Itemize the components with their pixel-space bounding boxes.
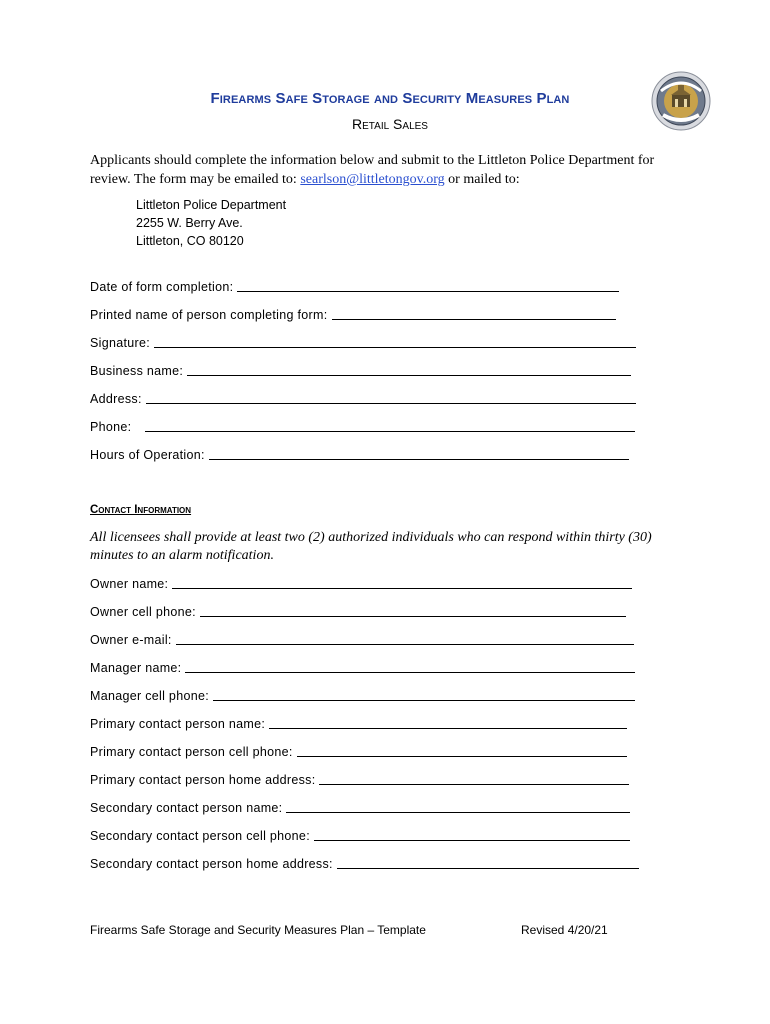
owner-cell-input-line[interactable]	[200, 604, 626, 617]
field-label: Printed name of person completing form:	[90, 308, 328, 322]
owner-email-input-line[interactable]	[176, 632, 634, 645]
field-label: Secondary contact person home address:	[90, 857, 333, 871]
field-label: Owner name:	[90, 577, 169, 591]
secondary-contact-name-field	[90, 800, 630, 815]
secondary-contact-address-input-line[interactable]	[337, 856, 639, 869]
primary-contact-name-input-line[interactable]	[269, 716, 627, 729]
contact-section-heading: Contact Information	[90, 504, 192, 516]
page-title: Firearms Safe Storage and Security Measures Plan	[210, 90, 570, 107]
field-label: Phone:	[90, 420, 132, 434]
page-subtitle: Retail Sales	[352, 116, 428, 132]
primary-contact-cell-field	[90, 744, 627, 759]
field-label: Address:	[90, 392, 142, 406]
phone-field	[90, 419, 635, 434]
primary-contact-address-field	[90, 772, 629, 787]
printed-name-input-line[interactable]	[332, 307, 616, 320]
owner-email-field	[90, 632, 634, 647]
secondary-contact-name-input-line[interactable]	[286, 800, 630, 813]
field-label: Manager cell phone:	[90, 689, 209, 703]
date-input-line[interactable]	[237, 279, 619, 292]
printed-name-field	[90, 307, 616, 322]
signature-field	[90, 335, 636, 350]
manager-name-field	[90, 660, 635, 675]
address-line: Littleton, CO 80120	[136, 234, 244, 248]
field-label: Secondary contact person cell phone:	[90, 829, 310, 843]
hours-field	[90, 447, 629, 462]
intro-text-end: or mailed to:	[444, 172, 520, 187]
footer-title: Firearms Safe Storage and Security Measures Plan – Template	[90, 923, 426, 937]
secondary-contact-address-field	[90, 856, 639, 871]
manager-name-input-line[interactable]	[185, 660, 635, 673]
intro-paragraph	[90, 151, 690, 189]
primary-contact-name-field	[90, 716, 627, 731]
date-field	[90, 279, 619, 294]
field-label: Primary contact person name:	[90, 717, 266, 731]
field-label: Hours of Operation:	[90, 448, 205, 462]
field-label: Secondary contact person name:	[90, 801, 283, 815]
field-label: Primary contact person home address:	[90, 773, 316, 787]
field-label: Owner cell phone:	[90, 605, 196, 619]
police-department-seal-icon	[651, 71, 711, 131]
owner-name-input-line[interactable]	[172, 576, 632, 589]
contact-section-note: All licensees shall provide at least two (2) authorized individuals who can respond within thirty (30) minutes to an alarm notification.	[90, 530, 652, 563]
address-field	[90, 391, 636, 406]
signature-input-line[interactable]	[154, 335, 636, 348]
address-line: Littleton Police Department	[136, 198, 287, 212]
field-label: Manager name:	[90, 661, 182, 675]
business-name-input-line[interactable]	[187, 363, 631, 376]
field-label: Date of form completion:	[90, 280, 234, 294]
owner-name-field	[90, 576, 632, 591]
mailing-address	[136, 196, 286, 250]
primary-contact-address-input-line[interactable]	[319, 772, 629, 785]
field-label: Signature:	[90, 336, 150, 350]
manager-cell-input-line[interactable]	[213, 688, 635, 701]
owner-cell-field	[90, 604, 626, 619]
hours-input-line[interactable]	[209, 447, 629, 460]
field-label: Business name:	[90, 364, 184, 378]
business-name-field	[90, 363, 631, 378]
address-line: 2255 W. Berry Ave.	[136, 216, 243, 230]
email-link[interactable]: searlson@littletongov.org	[300, 172, 445, 187]
field-label: Primary contact person cell phone:	[90, 745, 293, 759]
phone-input-line[interactable]	[145, 419, 635, 432]
intro-text: Applicants should complete the information below and submit to the Littleton Police Department for review. The form may be emailed to:	[90, 153, 655, 187]
secondary-contact-cell-input-line[interactable]	[314, 828, 630, 841]
manager-cell-field	[90, 688, 635, 703]
primary-contact-cell-input-line[interactable]	[297, 744, 627, 757]
footer-revision: Revised 4/20/21	[521, 923, 608, 937]
address-input-line[interactable]	[146, 391, 636, 404]
field-label: Owner e-mail:	[90, 633, 172, 647]
secondary-contact-cell-field	[90, 828, 630, 843]
